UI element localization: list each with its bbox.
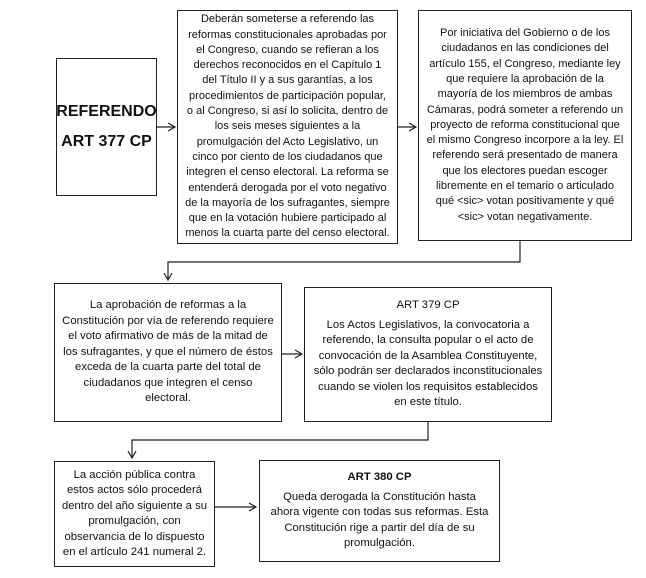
art379-text: Los Actos Legislativos, la convocatoria a referendo, la consulta popular o el acto de convocación de la Asamblea Constituyente, sólo podrán ser declarados inconstitucionales cuando se violen los requisitos establecidos en este título.: [313, 318, 543, 409]
arrow-iniciativa-to-aprobacion: [168, 241, 520, 280]
aprobacion-box: [54, 283, 282, 422]
reformas-constitucionales-box: [177, 10, 398, 244]
reformas-text: Deberán someterse a referendo las reformas constitucionales aprobadas por el Congreso, cuando se refieran a los derechos reconocidos en el Capítulo 1 del Título II y a sus garantías, a los procedimientos de participación popular, o al Congreso, si así lo solicita, dentro de los seis meses siguientes a la promulgación del Acto Legislativo, un cinco por ciento de los ciudadanos que integren el censo electoral. La reforma se entenderá derogada por el voto negativo de la mayoría de los sufragantes, siempre que en la votación hubiere participado al menos la cuarta parte del censo electoral.: [185, 13, 390, 240]
accion-publica-box: [54, 461, 215, 567]
iniciativa-text: Por iniciativa del Gobierno o de los ciudadanos en las condiciones del artículo 155, el Congreso, mediante ley que requiere la aprobación de la mayoría de los miembros de ambas Cámaras, podrá someter a referendo un proyecto de reforma constitucional que el mismo Congreso incorpore a la ley. El referendo será presentado de manera que los electores puedan escoger libremente en el temario o articulado qué <sic> votan positivamente y qué <sic> votan negativamente.: [426, 27, 624, 223]
art380-title: ART 380 CP: [347, 471, 412, 484]
iniciativa-box: [418, 10, 632, 241]
article-377-label: ART 377 CP: [61, 133, 152, 150]
art379-title: ART 379 CP: [396, 299, 460, 312]
referendo-title-box: [56, 58, 157, 196]
art380-text: Queda derogada la Constitución hasta ahora vigente con todas sus reformas. Esta Constitución rige a partir del día de su promulgación.: [270, 490, 489, 550]
arrow-art379-to-accion: [132, 422, 428, 458]
accion-publica-text: La acción pública contra estos actos sólo procederá dentro del año siguiente a su promulgación, con observancia de lo dispuesto en el artículo 241 numeral 2.: [61, 468, 208, 558]
referendo-title: REFERENDO: [56, 103, 157, 120]
art380-box: [259, 460, 500, 562]
aprobacion-text: La aprobación de reformas a la Constitución por vía de referendo requiere el voto afirmativo de más de la mitad de los sufragantes, y que el número de éstos exceda de la cuarta parte del total de ciudadanos que integren el censo electoral.: [62, 299, 274, 405]
art379-box: [304, 287, 552, 422]
